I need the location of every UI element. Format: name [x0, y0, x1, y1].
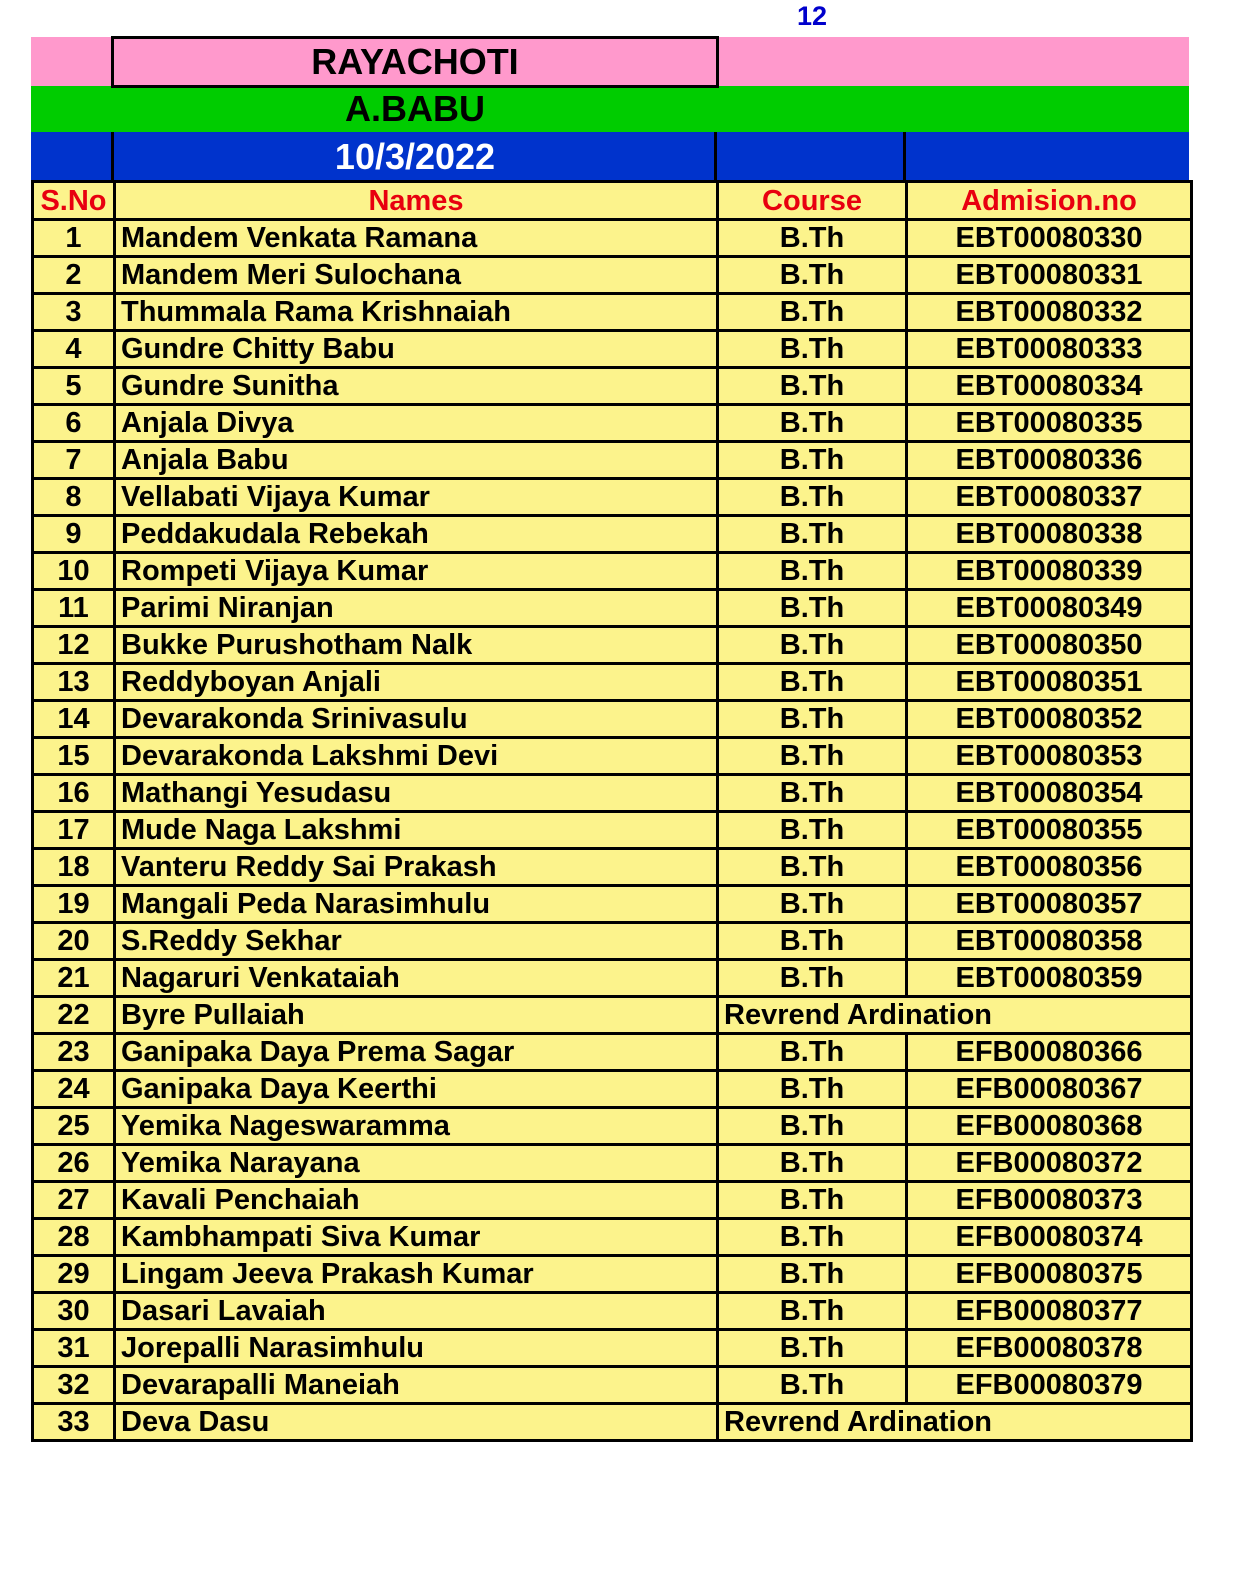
admission-number-cell: EFB00080379 — [907, 1367, 1192, 1404]
admission-number-cell: EBT00080336 — [907, 442, 1192, 479]
table-row — [33, 553, 1192, 590]
student-name-cell: Kavali Penchaiah — [115, 1182, 718, 1219]
serial-number-cell: 32 — [33, 1367, 115, 1404]
course-cell: B.Th — [718, 294, 907, 331]
table-row — [33, 886, 1192, 923]
student-name-cell: Gundre Sunitha — [115, 368, 718, 405]
table-row — [33, 1293, 1192, 1330]
table-body — [33, 220, 1192, 1441]
student-name-cell: Anjala Divya — [115, 405, 718, 442]
admission-number-cell: EBT00080354 — [907, 775, 1192, 812]
student-name-cell: Rompeti Vijaya Kumar — [115, 553, 718, 590]
admission-number-cell: EFB00080374 — [907, 1219, 1192, 1256]
student-name-cell: Mude Naga Lakshmi — [115, 812, 718, 849]
town-title: RAYACHOTI — [111, 36, 719, 88]
student-name-cell: Mangali Peda Narasimhulu — [115, 886, 718, 923]
admission-number-cell: EBT00080334 — [907, 368, 1192, 405]
student-name-cell: Mandem Meri Sulochana — [115, 257, 718, 294]
course-cell: B.Th — [718, 1330, 907, 1367]
student-name-cell: Parimi Niranjan — [115, 590, 718, 627]
serial-number-cell: 8 — [33, 479, 115, 516]
table-row — [33, 220, 1192, 257]
student-name-cell: Devarakonda Lakshmi Devi — [115, 738, 718, 775]
student-name-cell: S.Reddy Sekhar — [115, 923, 718, 960]
table-row — [33, 257, 1192, 294]
admission-number-cell: EBT00080352 — [907, 701, 1192, 738]
table-row — [33, 368, 1192, 405]
course-cell: B.Th — [718, 405, 907, 442]
course-cell: B.Th — [718, 812, 907, 849]
student-name-cell: Anjala Babu — [115, 442, 718, 479]
admission-number-cell: EBT00080351 — [907, 664, 1192, 701]
course-cell: B.Th — [718, 1071, 907, 1108]
serial-number-cell: 12 — [33, 627, 115, 664]
admission-number-cell: EFB00080368 — [907, 1108, 1192, 1145]
table-row — [33, 442, 1192, 479]
course-cell: B.Th — [718, 331, 907, 368]
serial-number-cell: 33 — [33, 1404, 115, 1441]
serial-number-cell: 4 — [33, 331, 115, 368]
course-cell: B.Th — [718, 738, 907, 775]
student-name-cell: Kambhampati Siva Kumar — [115, 1219, 718, 1256]
serial-number-cell: 7 — [33, 442, 115, 479]
serial-number-cell: 27 — [33, 1182, 115, 1219]
course-cell: B.Th — [718, 368, 907, 405]
serial-number-cell: 5 — [33, 368, 115, 405]
table-row — [33, 1330, 1192, 1367]
admission-number-cell: EFB00080377 — [907, 1293, 1192, 1330]
course-cell: B.Th — [718, 1034, 907, 1071]
table-header-row — [33, 182, 1192, 220]
student-name-cell: Dasari Lavaiah — [115, 1293, 718, 1330]
table-row — [33, 923, 1192, 960]
admission-number-cell: EFB00080375 — [907, 1256, 1192, 1293]
serial-number-cell: 22 — [33, 997, 115, 1034]
admission-number-cell: EBT00080350 — [907, 627, 1192, 664]
admission-number-cell: EBT00080358 — [907, 923, 1192, 960]
student-name-cell: Vanteru Reddy Sai Prakash — [115, 849, 718, 886]
course-cell: B.Th — [718, 701, 907, 738]
table-row — [33, 997, 1192, 1034]
table-row — [33, 627, 1192, 664]
course-cell: B.Th — [718, 775, 907, 812]
student-name-cell: Yemika Nageswaramma — [115, 1108, 718, 1145]
student-name-cell: Thummala Rama Krishnaiah — [115, 294, 718, 331]
remark-cell: Revrend Ardination — [718, 1404, 1192, 1441]
serial-number-cell: 25 — [33, 1108, 115, 1145]
course-cell: B.Th — [718, 849, 907, 886]
table-row — [33, 405, 1192, 442]
student-table — [31, 180, 1193, 1442]
student-name-cell: Deva Dasu — [115, 1404, 718, 1441]
course-cell: B.Th — [718, 627, 907, 664]
course-cell: B.Th — [718, 1182, 907, 1219]
student-name-cell: Bukke Purushotham Nalk — [115, 627, 718, 664]
admission-number-cell: EBT00080359 — [907, 960, 1192, 997]
serial-number-cell: 23 — [33, 1034, 115, 1071]
serial-number-cell: 1 — [33, 220, 115, 257]
table-row — [33, 701, 1192, 738]
table-row — [33, 1145, 1192, 1182]
course-cell: B.Th — [718, 479, 907, 516]
student-name-cell: Devarapalli Maneiah — [115, 1367, 718, 1404]
course-cell: B.Th — [718, 1367, 907, 1404]
list-date: 10/3/2022 — [334, 136, 496, 177]
course-cell: B.Th — [718, 1256, 907, 1293]
student-name-cell: Peddakudala Rebekah — [115, 516, 718, 553]
column-header-sno: S.No — [33, 182, 115, 220]
table-row — [33, 294, 1192, 331]
serial-number-cell: 20 — [33, 923, 115, 960]
page-number: 12 — [796, 1, 828, 31]
admission-number-cell: EBT00080331 — [907, 257, 1192, 294]
table-row — [33, 738, 1192, 775]
admission-number-cell: EBT00080338 — [907, 516, 1192, 553]
serial-number-cell: 29 — [33, 1256, 115, 1293]
table-row — [33, 1108, 1192, 1145]
student-name-cell: Byre Pullaiah — [115, 997, 718, 1034]
column-header-admission: Admision.no — [907, 182, 1192, 220]
course-cell: B.Th — [718, 1293, 907, 1330]
remark-cell: Revrend Ardination — [718, 997, 1192, 1034]
serial-number-cell: 14 — [33, 701, 115, 738]
course-cell: B.Th — [718, 1108, 907, 1145]
table-row — [33, 1219, 1192, 1256]
course-cell: B.Th — [718, 960, 907, 997]
admission-number-cell: EBT00080353 — [907, 738, 1192, 775]
course-cell: B.Th — [718, 442, 907, 479]
table-row — [33, 1182, 1192, 1219]
table-row — [33, 664, 1192, 701]
admission-number-cell: EBT00080333 — [907, 331, 1192, 368]
serial-number-cell: 13 — [33, 664, 115, 701]
admission-number-cell: EFB00080373 — [907, 1182, 1192, 1219]
course-cell: B.Th — [718, 257, 907, 294]
admission-number-cell: EBT00080356 — [907, 849, 1192, 886]
column-header-names: Names — [115, 182, 718, 220]
serial-number-cell: 6 — [33, 405, 115, 442]
leader-name: A.BABU — [345, 88, 485, 129]
student-name-cell: Ganipaka Daya Keerthi — [115, 1071, 718, 1108]
serial-number-cell: 19 — [33, 886, 115, 923]
student-name-cell: Lingam Jeeva Prakash Kumar — [115, 1256, 718, 1293]
table-row — [33, 1367, 1192, 1404]
serial-number-cell: 15 — [33, 738, 115, 775]
course-cell: B.Th — [718, 1145, 907, 1182]
table-row — [33, 849, 1192, 886]
admission-number-cell: EBT00080335 — [907, 405, 1192, 442]
admission-number-cell: EBT00080339 — [907, 553, 1192, 590]
serial-number-cell: 11 — [33, 590, 115, 627]
course-cell: B.Th — [718, 590, 907, 627]
course-cell: B.Th — [718, 664, 907, 701]
serial-number-cell: 9 — [33, 516, 115, 553]
student-name-cell: Mandem Venkata Ramana — [115, 220, 718, 257]
serial-number-cell: 2 — [33, 257, 115, 294]
serial-number-cell: 26 — [33, 1145, 115, 1182]
student-name-cell: Mathangi Yesudasu — [115, 775, 718, 812]
student-name-cell: Ganipaka Daya Prema Sagar — [115, 1034, 718, 1071]
course-cell: B.Th — [718, 553, 907, 590]
table-row — [33, 479, 1192, 516]
serial-number-cell: 28 — [33, 1219, 115, 1256]
serial-number-cell: 17 — [33, 812, 115, 849]
admission-number-cell: EBT00080330 — [907, 220, 1192, 257]
serial-number-cell: 21 — [33, 960, 115, 997]
course-cell: B.Th — [718, 923, 907, 960]
student-name-cell: Devarakonda Srinivasulu — [115, 701, 718, 738]
serial-number-cell: 24 — [33, 1071, 115, 1108]
admission-number-cell: EBT00080357 — [907, 886, 1192, 923]
admission-number-cell: EBT00080349 — [907, 590, 1192, 627]
admission-number-cell: EFB00080367 — [907, 1071, 1192, 1108]
table-row — [33, 812, 1192, 849]
course-cell: B.Th — [718, 1219, 907, 1256]
table-row — [33, 590, 1192, 627]
course-cell: B.Th — [718, 516, 907, 553]
table-row — [33, 775, 1192, 812]
table-row — [33, 1071, 1192, 1108]
serial-number-cell: 16 — [33, 775, 115, 812]
student-name-cell: Jorepalli Narasimhulu — [115, 1330, 718, 1367]
student-name-cell: Yemika Narayana — [115, 1145, 718, 1182]
table-row — [33, 331, 1192, 368]
table-row — [33, 516, 1192, 553]
admission-number-cell: EBT00080332 — [907, 294, 1192, 331]
serial-number-cell: 31 — [33, 1330, 115, 1367]
admission-number-cell: EFB00080366 — [907, 1034, 1192, 1071]
student-name-cell: Vellabati Vijaya Kumar — [115, 479, 718, 516]
serial-number-cell: 18 — [33, 849, 115, 886]
serial-number-cell: 10 — [33, 553, 115, 590]
course-cell: B.Th — [718, 886, 907, 923]
student-name-cell: Gundre Chitty Babu — [115, 331, 718, 368]
table-row — [33, 960, 1192, 997]
table-row — [33, 1256, 1192, 1293]
course-cell: B.Th — [718, 220, 907, 257]
table-row — [33, 1034, 1192, 1071]
column-header-course: Course — [718, 182, 907, 220]
admission-number-cell: EFB00080378 — [907, 1330, 1192, 1367]
student-name-cell: Nagaruri Venkataiah — [115, 960, 718, 997]
admission-number-cell: EBT00080355 — [907, 812, 1192, 849]
serial-number-cell: 3 — [33, 294, 115, 331]
serial-number-cell: 30 — [33, 1293, 115, 1330]
admission-number-cell: EFB00080372 — [907, 1145, 1192, 1182]
student-name-cell: Reddyboyan Anjali — [115, 664, 718, 701]
admission-number-cell: EBT00080337 — [907, 479, 1192, 516]
table-row — [33, 1404, 1192, 1441]
header-divider — [903, 132, 906, 181]
